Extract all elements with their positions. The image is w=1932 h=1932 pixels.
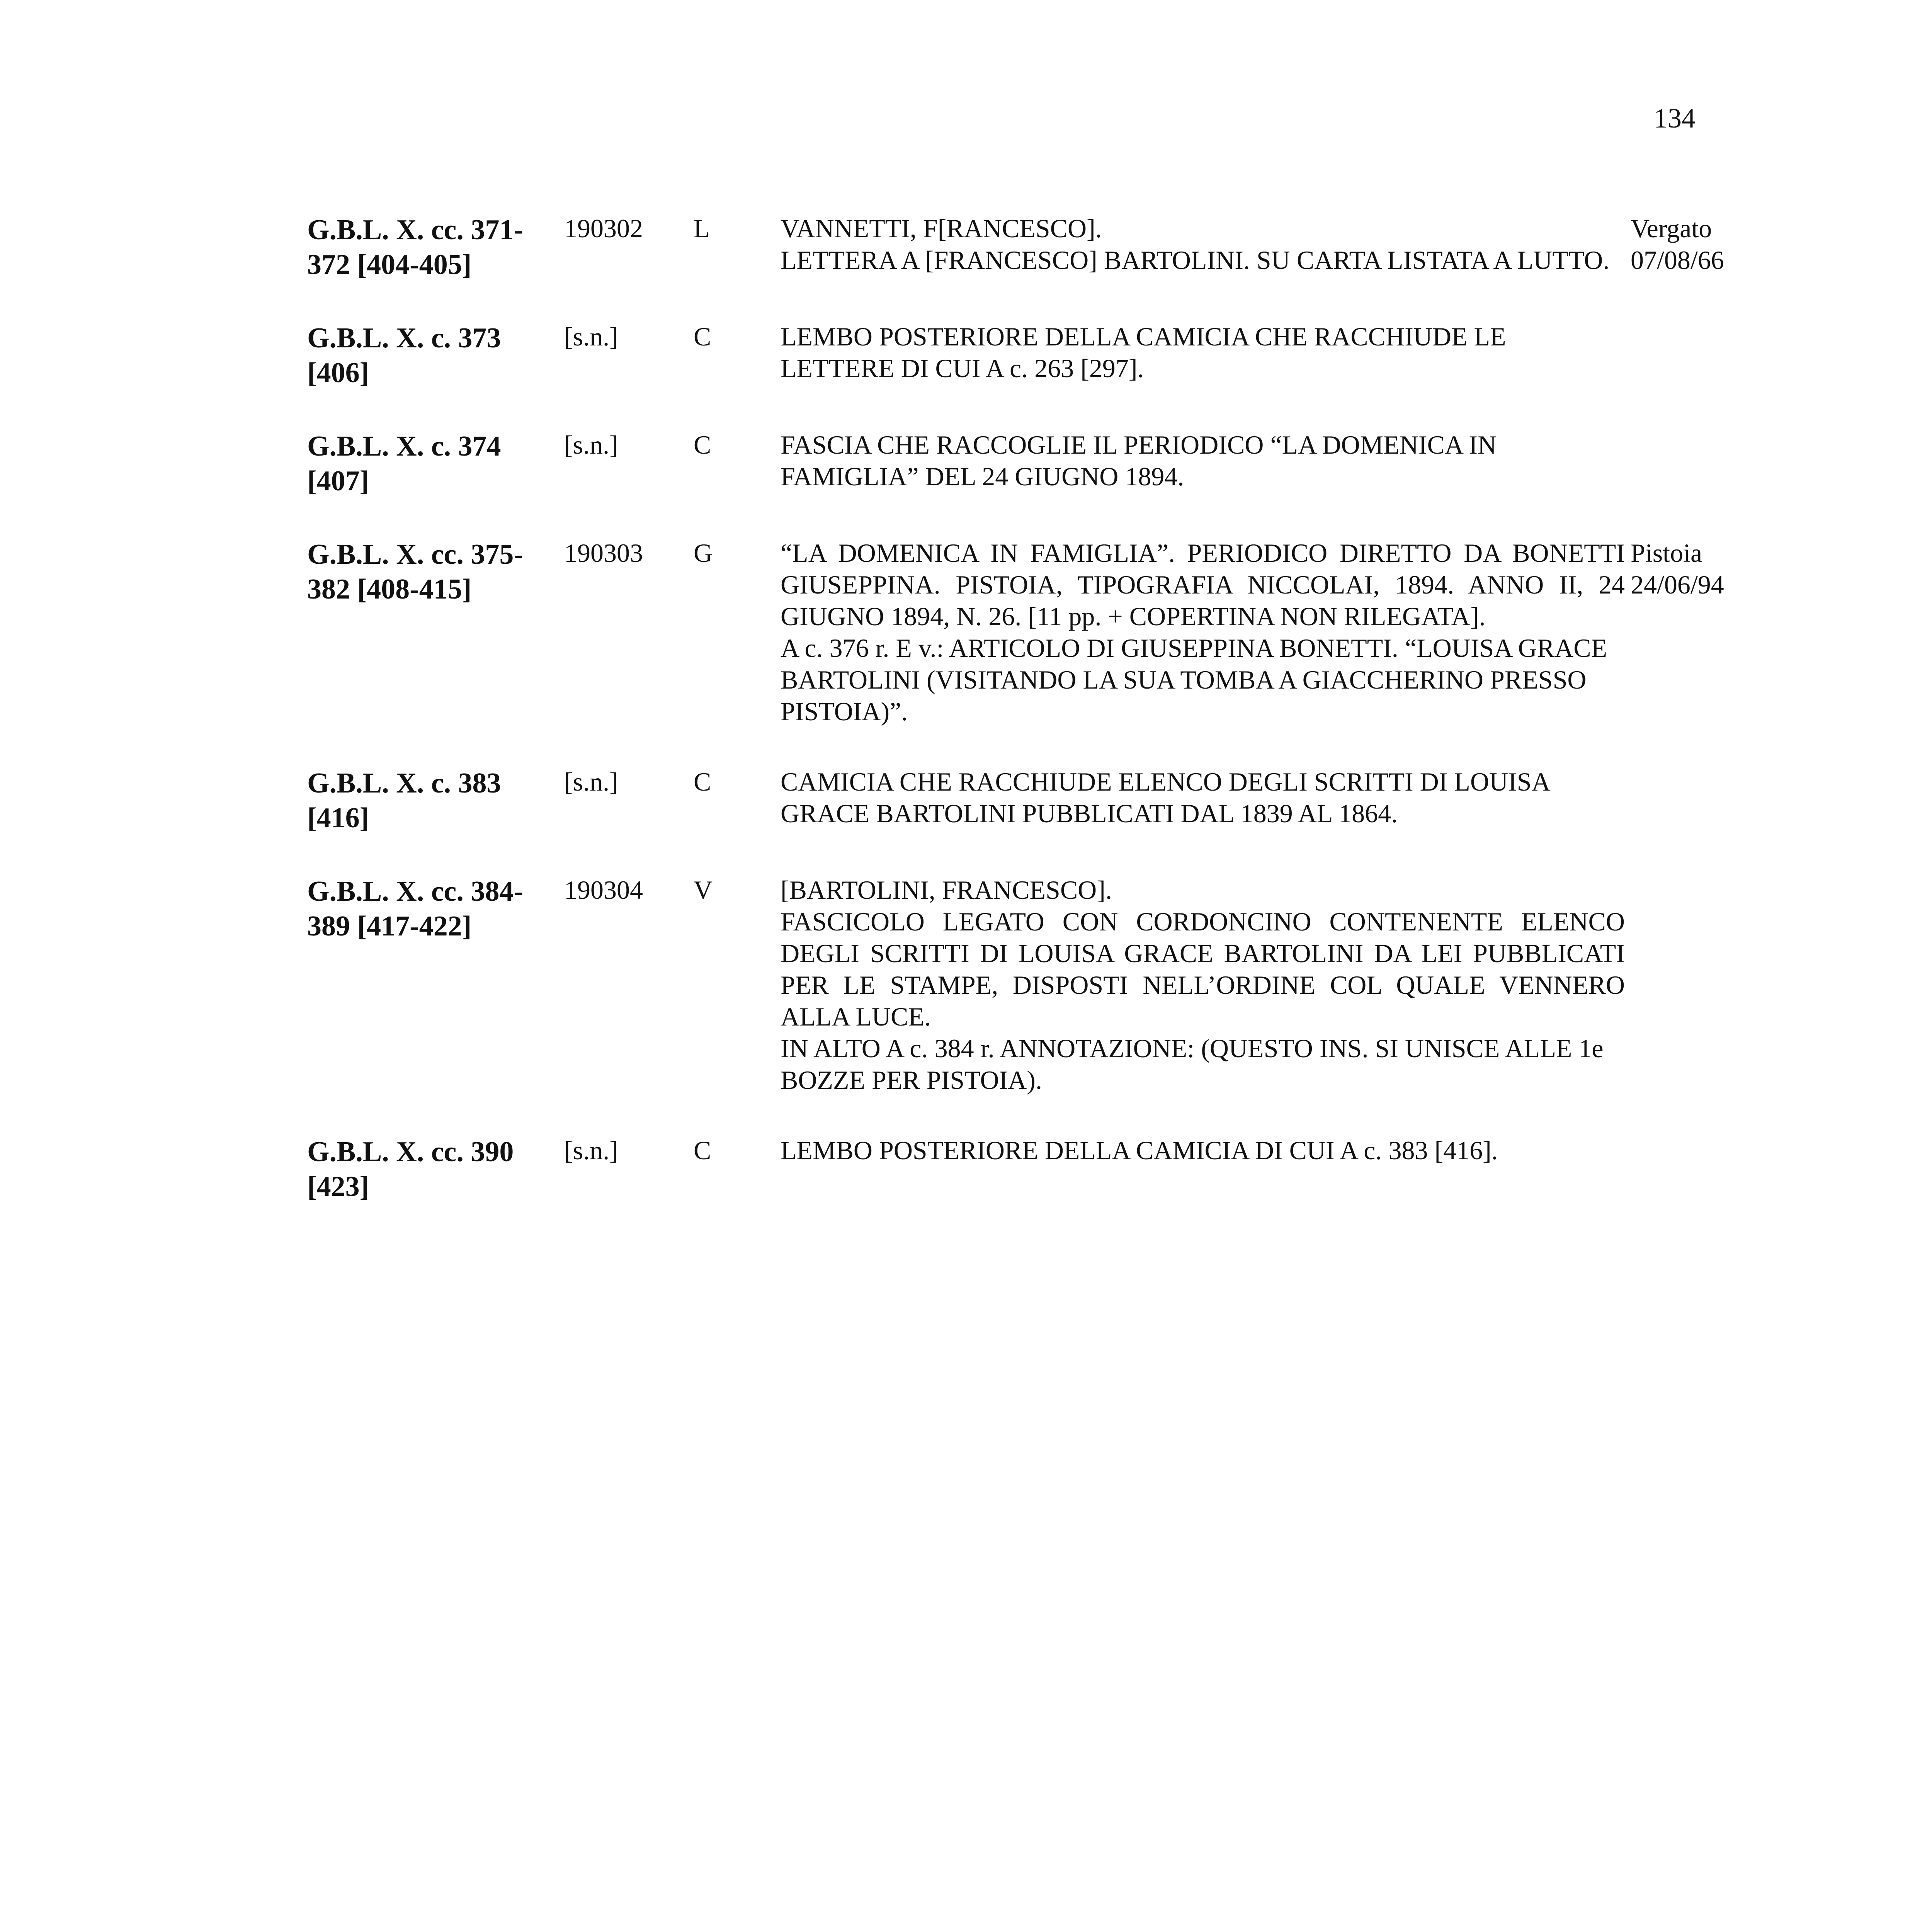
entry-reference: G.B.L. X. cc. 390 [423] bbox=[307, 1136, 514, 1202]
entry-number: 190303 bbox=[564, 538, 643, 568]
entry-description bbox=[781, 321, 1625, 390]
entry-reference: G.B.L. X. cc. 371-372 [404-405] bbox=[307, 214, 524, 281]
description-line: FASCIA CHE RACCOGLIE IL PERIODICO “LA DOMENICA IN FAMIGLIA” DEL 24 GIUGNO 1894. bbox=[781, 430, 1497, 491]
page-number: 134 bbox=[1654, 103, 1696, 134]
description-line: FASCICOLO LEGATO CON CORDONCINO CONTENENTE ELENCO DEGLI SCRITTI DI LOUISA GRACE BARTOLINI DA LEI PUBBLICATI PER LE STAMPE, DISPOSTI NELL’ORDINE COL QUALE VENNERO ALLA LUCE. bbox=[781, 907, 1625, 1031]
description-line: VANNETTI, F[RANCESCO]. bbox=[781, 214, 1102, 243]
entry-date: 07/08/66 bbox=[1631, 245, 1724, 275]
entry-number: 190304 bbox=[564, 875, 643, 905]
description-line: [BARTOLINI, FRANCESCO]. bbox=[781, 875, 1112, 905]
catalog-entries bbox=[307, 213, 1737, 1243]
entry-number: [s.n.] bbox=[564, 430, 618, 459]
entry-description bbox=[781, 537, 1625, 727]
catalog-entry bbox=[307, 537, 1737, 727]
entry-reference: G.B.L. X. cc. 384-389 [417-422] bbox=[307, 876, 524, 942]
entry-description bbox=[781, 1134, 1625, 1204]
description-line: “LA DOMENICA IN FAMIGLIA”. PERIODICO DIRETTO DA BONETTI GIUSEPPINA. PISTOIA, TIPOGRAFIA NICCOLAI, 1894. ANNO II, 24 GIUGNO 1894, N. 26. [11 pp. + COPERTINA NON RILEGATA]. bbox=[781, 538, 1625, 631]
description-line: LEMBO POSTERIORE DELLA CAMICIA CHE RACCHIUDE LE LETTERE DI CUI A c. 263 [297]. bbox=[781, 322, 1506, 383]
entry-description bbox=[781, 874, 1625, 1096]
entry-type: C bbox=[694, 1136, 711, 1165]
entry-reference: G.B.L. X. c. 374 [407] bbox=[307, 430, 501, 497]
entry-place: Vergato bbox=[1631, 214, 1712, 243]
entry-date: 24/06/94 bbox=[1631, 570, 1724, 599]
description-line: LETTERA A [FRANCESCO] BARTOLINI. SU CARTA LISTATA A LUTTO. bbox=[781, 245, 1610, 275]
description-line: A c. 376 r. E v.: ARTICOLO DI GIUSEPPINA BONETTI. “LOUISA GRACE BARTOLINI (VISITANDO LA SUA TOMBA A GIACCHERINO PRESSO PISTOIA)”. bbox=[781, 633, 1607, 726]
description-line: CAMICIA CHE RACCHIUDE ELENCO DEGLI SCRITTI DI LOUISA GRACE BARTOLINI PUBBLICATI DAL 1839 AL 1864. bbox=[781, 767, 1549, 828]
entry-type: C bbox=[694, 322, 711, 351]
entry-reference: G.B.L. X. cc. 375-382 [408-415] bbox=[307, 539, 524, 605]
catalog-entry bbox=[307, 213, 1737, 282]
catalog-entry bbox=[307, 874, 1737, 1096]
entry-type: V bbox=[694, 875, 713, 905]
description-line: IN ALTO A c. 384 r. ANNOTAZIONE: (QUESTO INS. SI UNISCE ALLE 1e BOZZE PER PISTOIA). bbox=[781, 1034, 1604, 1095]
entry-description bbox=[781, 213, 1625, 282]
entry-number: [s.n.] bbox=[564, 767, 618, 796]
entry-type: C bbox=[694, 430, 711, 459]
entry-number: 190302 bbox=[564, 214, 643, 243]
catalog-entry bbox=[307, 766, 1737, 835]
entry-number: [s.n.] bbox=[564, 322, 618, 351]
catalog-entry bbox=[307, 429, 1737, 498]
entry-number: [s.n.] bbox=[564, 1136, 618, 1165]
entry-description bbox=[781, 766, 1625, 835]
entry-place-date bbox=[1631, 537, 1747, 600]
entry-type: G bbox=[694, 538, 713, 568]
entry-type: L bbox=[694, 214, 710, 243]
entry-type: C bbox=[694, 767, 711, 796]
entry-reference: G.B.L. X. c. 373 [406] bbox=[307, 322, 501, 389]
catalog-entry bbox=[307, 1134, 1737, 1204]
entry-reference: G.B.L. X. c. 383 [416] bbox=[307, 767, 501, 834]
entry-place: Pistoia bbox=[1631, 538, 1702, 568]
entry-description bbox=[781, 429, 1625, 498]
catalog-entry bbox=[307, 321, 1737, 390]
description-line: LEMBO POSTERIORE DELLA CAMICIA DI CUI A c. 383 [416]. bbox=[781, 1136, 1498, 1165]
entry-place-date bbox=[1631, 213, 1747, 276]
